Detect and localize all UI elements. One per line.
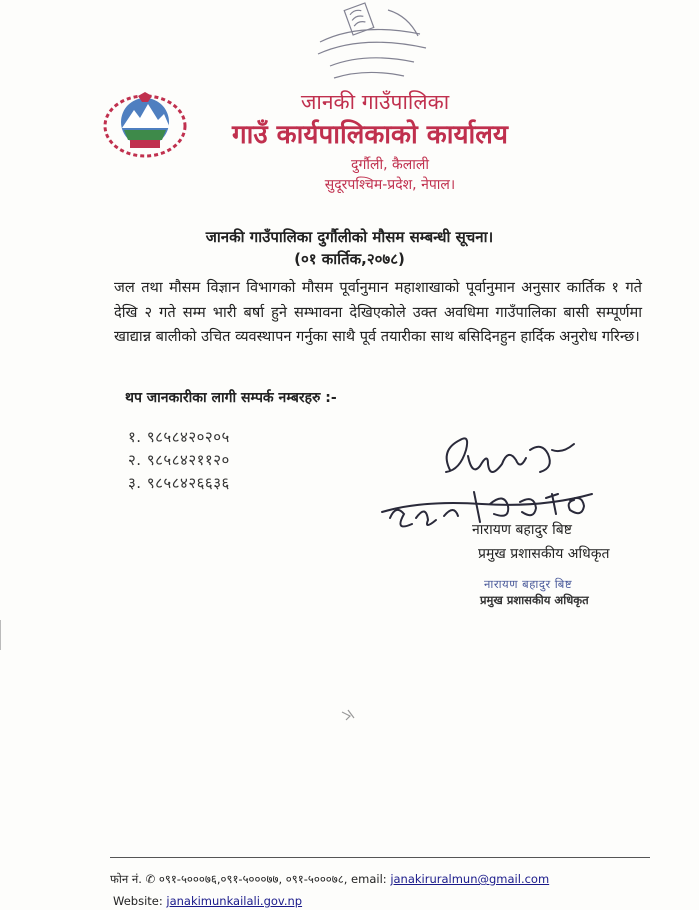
notice-date: (०१ कार्तिक,२०७८) (294, 250, 405, 268)
contact-heading: थप जानकारीका लागी सम्पर्क नम्बरहरु :- (125, 390, 337, 406)
website-label: Website: (113, 894, 163, 908)
signatory-title: प्रमुख प्रशासकीय अधिकृत (478, 546, 610, 562)
stamp-signatory-name: नारायण बहादुर बिष्ट (484, 577, 573, 591)
location-line-2: सुदूरपश्चिम-प्रदेश, नेपाल। (324, 177, 456, 193)
stamp-signatory-title: प्रमुख प्रशासकीय अधिकृत (480, 593, 589, 607)
footer-divider (110, 857, 650, 858)
footer-phone: फोन नं. ✆ ०९१-५०००७६,०९१-५०००७७, ०९१-५०००७८, email: (110, 872, 387, 886)
office-name: गाउँ कार्यपालिकाको कार्यालय (232, 120, 508, 150)
contact-number: ३. ९८५८४२६६३६ (128, 474, 230, 492)
footer-website-link[interactable]: janakimunkailali.gov.np (166, 894, 303, 908)
footer-email-link[interactable]: janakiruralmun@gmail.com (390, 872, 550, 886)
notice-title: जानकी गाउँपालिका दुर्गौलीको मौसम सम्बन्धी सूचना। (205, 228, 494, 246)
scan-mark (340, 708, 358, 722)
contact-number: १. ९८५८४२०२०५ (128, 428, 230, 446)
footer-contact (110, 872, 549, 887)
footer-website (113, 894, 302, 908)
office-stamp (300, 2, 440, 82)
location-line-1: दुर्गौली, कैलाली (351, 157, 429, 173)
nepal-emblem-icon (100, 92, 190, 160)
municipality-name: जानकी गाउँपालिका (300, 90, 450, 114)
notice-body: जल तथा मौसम विज्ञान विभागको मौसम पूर्वानुमान महाशाखाको पूर्वानुमान अनुसार कार्तिक १ गते देखि २ गते सम्म भारी बर्षा हुने सम्भावना देखिएकोले उक्त अवधिमा गाउँपालिका बासी सम्पूर्णमा खाद्यान्न बालीको उचित व्यवस्थापन गर्नुका साथै पूर्व तयारीका साथ बसिदिनहुन हार्दिक अनुरोध गरिन्छ। (114, 279, 642, 345)
signatory-name: नारायण बहादुर बिष्ट (472, 522, 572, 538)
contact-number: २. ९८५८४२११२० (128, 451, 230, 469)
page-edge-mark (0, 620, 5, 650)
